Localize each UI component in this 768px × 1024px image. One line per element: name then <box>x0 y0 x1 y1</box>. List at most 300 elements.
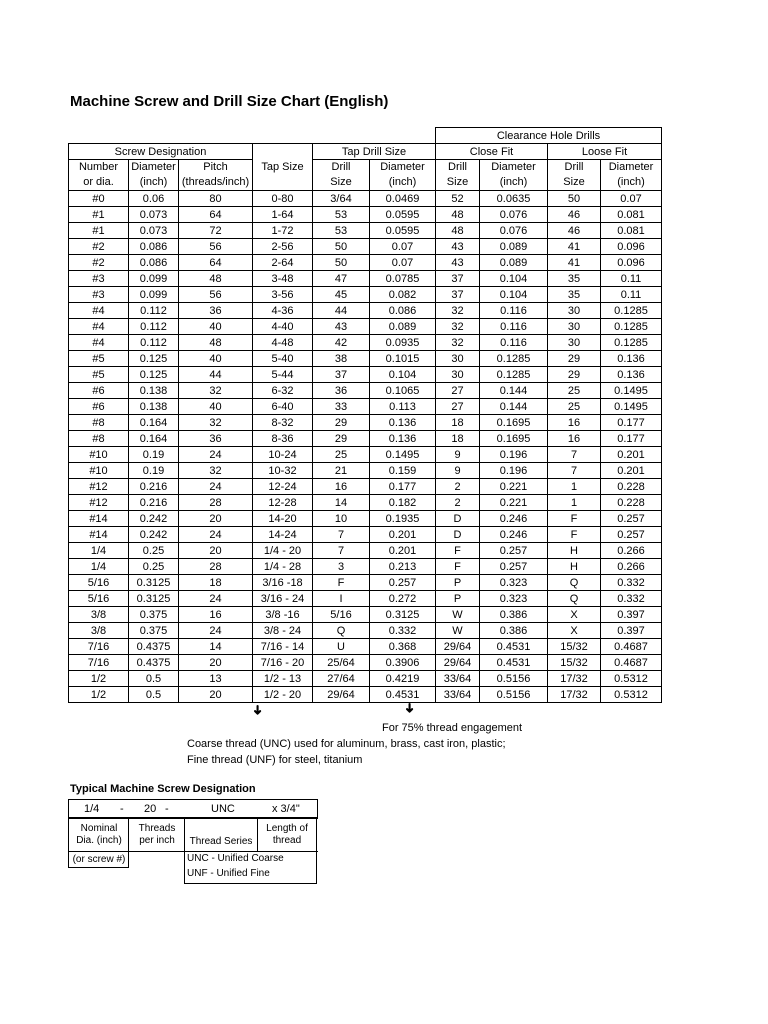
table-cell: 0.1495 <box>601 399 662 415</box>
table-cell: Q <box>548 591 601 607</box>
table-cell: #14 <box>69 511 129 527</box>
table-cell: 0.11 <box>601 271 662 287</box>
table-cell: 7 <box>313 527 370 543</box>
table-cell: 0.257 <box>370 575 436 591</box>
table-cell: 16 <box>548 415 601 431</box>
table-cell: 0.138 <box>129 399 179 415</box>
table-cell: 17/32 <box>548 687 601 703</box>
table-cell: 17/32 <box>548 671 601 687</box>
table-cell: 0.112 <box>129 303 179 319</box>
header-close-diameter: Diameter (inch) <box>480 160 548 191</box>
table-cell: 24 <box>179 479 253 495</box>
table-cell: 0.086 <box>370 303 436 319</box>
table-cell: X <box>548 607 601 623</box>
table-cell: 0.076 <box>480 207 548 223</box>
table-cell: 0.164 <box>129 415 179 431</box>
table-cell: 0.07 <box>601 191 662 207</box>
table-cell: F <box>436 559 480 575</box>
table-cell: 38 <box>313 351 370 367</box>
table-cell: 24 <box>179 623 253 639</box>
thread-engagement-note: For 75% thread engagement <box>382 722 523 734</box>
table-cell: 25 <box>313 447 370 463</box>
table-cell: 0.221 <box>480 495 548 511</box>
table-cell: 6-40 <box>253 399 313 415</box>
table-cell: 25 <box>548 399 601 415</box>
table-cell: #2 <box>69 255 129 271</box>
table-cell: 0.196 <box>480 463 548 479</box>
table-cell: 27 <box>436 383 480 399</box>
designation-length: x 3/4" <box>272 803 300 815</box>
table-cell: 30 <box>548 319 601 335</box>
table-cell: #14 <box>69 527 129 543</box>
table-cell: 0.138 <box>129 383 179 399</box>
header-tap-drill: Drill Size <box>313 160 370 191</box>
table-cell: 50 <box>313 239 370 255</box>
table-cell: 3/8 -16 <box>253 607 313 623</box>
table-cell: 0.4687 <box>601 639 662 655</box>
table-cell: 0.081 <box>601 207 662 223</box>
table-cell: 0.1695 <box>480 431 548 447</box>
divider <box>68 867 129 868</box>
table-cell: 0.1285 <box>601 303 662 319</box>
table-cell: 56 <box>179 287 253 303</box>
table-cell: D <box>436 527 480 543</box>
table-cell: #5 <box>69 351 129 367</box>
table-cell: 0.0595 <box>370 207 436 223</box>
designation-size: 1/4 <box>84 803 100 815</box>
table-cell: 0.4531 <box>480 655 548 671</box>
table-row <box>69 623 662 639</box>
table-row <box>69 207 662 223</box>
table-cell: W <box>436 623 480 639</box>
designation-tpi: 20 <box>144 803 157 815</box>
table-cell: F <box>436 543 480 559</box>
table-cell: 16 <box>548 431 601 447</box>
table-cell: 12-24 <box>253 479 313 495</box>
table-cell: 0.1695 <box>480 415 548 431</box>
table-cell: 30 <box>548 303 601 319</box>
table-cell: 0.257 <box>480 559 548 575</box>
table-cell: 7 <box>548 463 601 479</box>
table-cell: 32 <box>436 303 480 319</box>
table-cell: 0.242 <box>129 527 179 543</box>
table-cell: 0.125 <box>129 351 179 367</box>
table-cell: 1 <box>548 479 601 495</box>
table-cell: 48 <box>436 207 480 223</box>
table-cell: 37 <box>436 271 480 287</box>
table-cell: 37 <box>436 287 480 303</box>
table-row <box>69 687 662 703</box>
table-cell: 0.144 <box>480 383 548 399</box>
table-row <box>69 495 662 511</box>
table-cell: 40 <box>179 351 253 367</box>
table-row <box>69 255 662 271</box>
table-cell: P <box>436 591 480 607</box>
table-cell: 18 <box>436 431 480 447</box>
table-body <box>69 191 662 703</box>
designation-series: UNC <box>211 803 235 815</box>
table-cell: 16 <box>313 479 370 495</box>
table-cell: 0.112 <box>129 319 179 335</box>
divider <box>184 817 185 883</box>
table-cell: 0.216 <box>129 479 179 495</box>
table-cell: 0.201 <box>370 527 436 543</box>
header-loose-diameter: Diameter (inch) <box>601 160 662 191</box>
table-cell: 0.397 <box>601 623 662 639</box>
table-cell: 0.386 <box>480 607 548 623</box>
table-cell: 0.113 <box>370 399 436 415</box>
table-cell: 0.216 <box>129 495 179 511</box>
table-cell: 15/32 <box>548 639 601 655</box>
header-close-drill: Drill Size <box>436 160 480 191</box>
table-cell: 0.228 <box>601 495 662 511</box>
table-cell: 0.246 <box>480 527 548 543</box>
table-cell: 48 <box>179 335 253 351</box>
table-cell: 2-56 <box>253 239 313 255</box>
table-cell: #12 <box>69 495 129 511</box>
table-cell: 0.116 <box>480 335 548 351</box>
table-cell: 0.0785 <box>370 271 436 287</box>
table-row <box>69 463 662 479</box>
table-cell: 1-64 <box>253 207 313 223</box>
table-cell: 8-36 <box>253 431 313 447</box>
table-cell: 53 <box>313 207 370 223</box>
table-cell: 7/16 <box>69 655 129 671</box>
drill-size-table <box>68 127 662 703</box>
table-cell: 0.1015 <box>370 351 436 367</box>
table-cell: 47 <box>313 271 370 287</box>
table-cell: 20 <box>179 655 253 671</box>
table-cell: #0 <box>69 191 129 207</box>
table-cell: U <box>313 639 370 655</box>
table-cell: 0.125 <box>129 367 179 383</box>
table-cell: 9 <box>436 463 480 479</box>
designation-dash: - <box>165 803 169 815</box>
table-cell: 0.5312 <box>601 687 662 703</box>
table-cell: 1/2 - 13 <box>253 671 313 687</box>
table-cell: 1/2 <box>69 671 129 687</box>
table-cell: H <box>548 543 601 559</box>
table-row <box>69 287 662 303</box>
table-cell: 7/16 - 20 <box>253 655 313 671</box>
table-cell: 5/16 <box>313 607 370 623</box>
table-cell: 21 <box>313 463 370 479</box>
table-cell: 24 <box>179 591 253 607</box>
table-row <box>69 479 662 495</box>
table-cell: 0.136 <box>601 351 662 367</box>
coarse-thread-note: Coarse thread (UNC) used for aluminum, brass, cast iron, plastic; <box>187 738 506 750</box>
table-cell: 0.0935 <box>370 335 436 351</box>
table-cell: 0.112 <box>129 335 179 351</box>
table-cell: 0.1495 <box>601 383 662 399</box>
table-cell: 0.082 <box>370 287 436 303</box>
table-cell: #5 <box>69 367 129 383</box>
table-cell: 0.386 <box>480 623 548 639</box>
header-close-fit: Close Fit <box>436 144 548 160</box>
table-cell: 0.07 <box>370 255 436 271</box>
table-cell: 41 <box>548 255 601 271</box>
table-cell: #6 <box>69 383 129 399</box>
table-cell: 0.0469 <box>370 191 436 207</box>
table-cell: 1/4 - 28 <box>253 559 313 575</box>
table-cell: 50 <box>548 191 601 207</box>
table-cell: #2 <box>69 239 129 255</box>
table-cell: 5-40 <box>253 351 313 367</box>
table-cell: 46 <box>548 223 601 239</box>
header-tap-size: Tap Size <box>253 144 313 191</box>
table-cell: 1/4 <box>69 559 129 575</box>
table-cell: F <box>548 527 601 543</box>
table-cell: 0.213 <box>370 559 436 575</box>
table-cell: 0.3125 <box>129 575 179 591</box>
table-cell: 0.089 <box>480 255 548 271</box>
table-cell: 0.272 <box>370 591 436 607</box>
table-cell: 0.201 <box>370 543 436 559</box>
table-cell: 10 <box>313 511 370 527</box>
table-row <box>69 559 662 575</box>
arrow-down-icon: ➜ <box>250 704 266 716</box>
table-cell: #1 <box>69 207 129 223</box>
table-cell: 0.116 <box>480 303 548 319</box>
table-cell: 0.1935 <box>370 511 436 527</box>
table-row <box>69 191 662 207</box>
table-cell: 0.073 <box>129 223 179 239</box>
table-cell: 0.177 <box>601 431 662 447</box>
table-cell: 0.136 <box>370 431 436 447</box>
table-cell: 32 <box>436 319 480 335</box>
table-cell: 0.5312 <box>601 671 662 687</box>
table-cell: 9 <box>436 447 480 463</box>
table-cell: 5-44 <box>253 367 313 383</box>
table-cell: 0.116 <box>480 319 548 335</box>
table-cell: 0.104 <box>370 367 436 383</box>
table-cell: 3/16 -18 <box>253 575 313 591</box>
table-cell: 24 <box>179 527 253 543</box>
table-cell: 0.104 <box>480 287 548 303</box>
header-tap-diameter: Diameter (inch) <box>370 160 436 191</box>
table-cell: 0.5156 <box>480 687 548 703</box>
table-cell: 0.159 <box>370 463 436 479</box>
table-cell: 0.099 <box>129 287 179 303</box>
table-cell: 48 <box>179 271 253 287</box>
table-cell: 20 <box>179 511 253 527</box>
table-cell: 0.1285 <box>601 335 662 351</box>
table-cell: 56 <box>179 239 253 255</box>
table-row <box>69 367 662 383</box>
table-cell: 3 <box>313 559 370 575</box>
screw-number-label: (or screw #) <box>72 854 126 865</box>
table-cell: 20 <box>179 687 253 703</box>
table-cell: 0.07 <box>370 239 436 255</box>
table-cell: #6 <box>69 399 129 415</box>
table-cell: 80 <box>179 191 253 207</box>
table-row <box>69 239 662 255</box>
table-cell: 41 <box>548 239 601 255</box>
table-cell: 45 <box>313 287 370 303</box>
table-cell: 0.1065 <box>370 383 436 399</box>
table-cell: 30 <box>548 335 601 351</box>
table-cell: 29/64 <box>313 687 370 703</box>
table-cell: 32 <box>179 415 253 431</box>
table-cell: 1/4 - 20 <box>253 543 313 559</box>
table-cell: 12-28 <box>253 495 313 511</box>
table-cell: 0.242 <box>129 511 179 527</box>
table-cell: 10-32 <box>253 463 313 479</box>
table-cell: 0.4375 <box>129 655 179 671</box>
table-cell: 29 <box>548 367 601 383</box>
table-cell: I <box>313 591 370 607</box>
table-cell: #4 <box>69 303 129 319</box>
unf-definition: UNF - Unified Fine <box>187 868 270 879</box>
table-cell: 53 <box>313 223 370 239</box>
length-label: Length of thread <box>266 823 308 846</box>
table-cell: 4-36 <box>253 303 313 319</box>
table-cell: 10-24 <box>253 447 313 463</box>
table-cell: F <box>313 575 370 591</box>
table-cell: 0.182 <box>370 495 436 511</box>
table-cell: 2-64 <box>253 255 313 271</box>
divider <box>68 817 318 818</box>
table-cell: 43 <box>436 255 480 271</box>
table-cell: 16 <box>179 607 253 623</box>
table-cell: #4 <box>69 319 129 335</box>
table-cell: 18 <box>179 575 253 591</box>
table-cell: 0.332 <box>601 575 662 591</box>
table-cell: 43 <box>436 239 480 255</box>
table-cell: 4-40 <box>253 319 313 335</box>
table-cell: 0.136 <box>370 415 436 431</box>
table-cell: 0.257 <box>601 527 662 543</box>
table-cell: 0.332 <box>370 623 436 639</box>
table-cell: 32 <box>436 335 480 351</box>
table-cell: 0.1285 <box>480 351 548 367</box>
table-cell: 14 <box>313 495 370 511</box>
table-cell: 0.4375 <box>129 639 179 655</box>
table-cell: 29 <box>313 415 370 431</box>
table-cell: 1/4 <box>69 543 129 559</box>
table-row <box>69 447 662 463</box>
table-cell: #1 <box>69 223 129 239</box>
divider <box>184 883 317 884</box>
table-cell: 0.19 <box>129 463 179 479</box>
table-cell: 20 <box>179 543 253 559</box>
table-cell: 25/64 <box>313 655 370 671</box>
table-cell: 44 <box>313 303 370 319</box>
table-cell: 33/64 <box>436 687 480 703</box>
table-cell: 0.136 <box>601 367 662 383</box>
table-cell: 29/64 <box>436 655 480 671</box>
table-cell: 0.1495 <box>370 447 436 463</box>
table-cell: 0.104 <box>480 271 548 287</box>
table-cell: 37 <box>313 367 370 383</box>
table-cell: 0.4531 <box>370 687 436 703</box>
table-cell: 0.25 <box>129 559 179 575</box>
table-row <box>69 511 662 527</box>
header-loose-drill: Drill Size <box>548 160 601 191</box>
table-cell: 25 <box>548 383 601 399</box>
table-cell: H <box>548 559 601 575</box>
table-cell: 32 <box>179 383 253 399</box>
table-cell: W <box>436 607 480 623</box>
table-cell: 3/64 <box>313 191 370 207</box>
table-cell: 42 <box>313 335 370 351</box>
table-cell: 0.1285 <box>480 367 548 383</box>
table-cell: #8 <box>69 431 129 447</box>
table-cell: 0.086 <box>129 239 179 255</box>
table-cell: 0.4687 <box>601 655 662 671</box>
table-cell: D <box>436 511 480 527</box>
table-cell: 0.3906 <box>370 655 436 671</box>
threads-label: Threads per inch <box>138 823 176 846</box>
table-cell: 29 <box>313 431 370 447</box>
table-cell: 0.323 <box>480 591 548 607</box>
table-cell: 30 <box>436 367 480 383</box>
table-row <box>69 527 662 543</box>
table-cell: 28 <box>179 559 253 575</box>
table-cell: 35 <box>548 287 601 303</box>
table-cell: 33/64 <box>436 671 480 687</box>
table-cell: 3/8 <box>69 607 129 623</box>
table-cell: 0.3125 <box>370 607 436 623</box>
thread-series-label: Thread Series <box>189 836 253 847</box>
table-cell: 3/8 <box>69 623 129 639</box>
table-cell: 14-24 <box>253 527 313 543</box>
table-row <box>69 575 662 591</box>
table-cell: 0.096 <box>601 239 662 255</box>
table-cell: 0.11 <box>601 287 662 303</box>
table-cell: 5/16 <box>69 591 129 607</box>
arrow-down-icon: ➜ <box>402 702 418 714</box>
table-cell: 0.5156 <box>480 671 548 687</box>
table-row <box>69 639 662 655</box>
table-cell: #10 <box>69 447 129 463</box>
table-cell: 0.1285 <box>601 319 662 335</box>
table-cell: 0.3125 <box>129 591 179 607</box>
header-pitch: Pitch (threads/inch) <box>179 160 253 191</box>
table-cell: 0.076 <box>480 223 548 239</box>
unc-definition: UNC - Unified Coarse <box>187 853 284 864</box>
table-cell: 0.4531 <box>480 639 548 655</box>
table-cell: 0.201 <box>601 447 662 463</box>
table-cell: 36 <box>179 303 253 319</box>
table-cell: 1 <box>548 495 601 511</box>
table-cell: X <box>548 623 601 639</box>
table-row <box>69 543 662 559</box>
table-row <box>69 319 662 335</box>
table-cell: #12 <box>69 479 129 495</box>
table-cell: 7 <box>548 447 601 463</box>
table-cell: 36 <box>179 431 253 447</box>
table-cell: 1/2 <box>69 687 129 703</box>
table-cell: 29 <box>548 351 601 367</box>
table-cell: 0.164 <box>129 431 179 447</box>
table-cell: 28 <box>179 495 253 511</box>
table-cell: 44 <box>179 367 253 383</box>
table-cell: 33 <box>313 399 370 415</box>
table-cell: #3 <box>69 287 129 303</box>
header-screw-designation: Screw Designation <box>69 144 253 160</box>
table-cell: 64 <box>179 255 253 271</box>
table-cell: 2 <box>436 479 480 495</box>
table-cell: 15/32 <box>548 655 601 671</box>
table-cell: 7/16 - 14 <box>253 639 313 655</box>
header-loose-fit: Loose Fit <box>548 144 662 160</box>
table-cell: 46 <box>548 207 601 223</box>
table-cell: 2 <box>436 495 480 511</box>
table-cell: 0.089 <box>370 319 436 335</box>
table-cell: 0.5 <box>129 671 179 687</box>
table-row <box>69 303 662 319</box>
